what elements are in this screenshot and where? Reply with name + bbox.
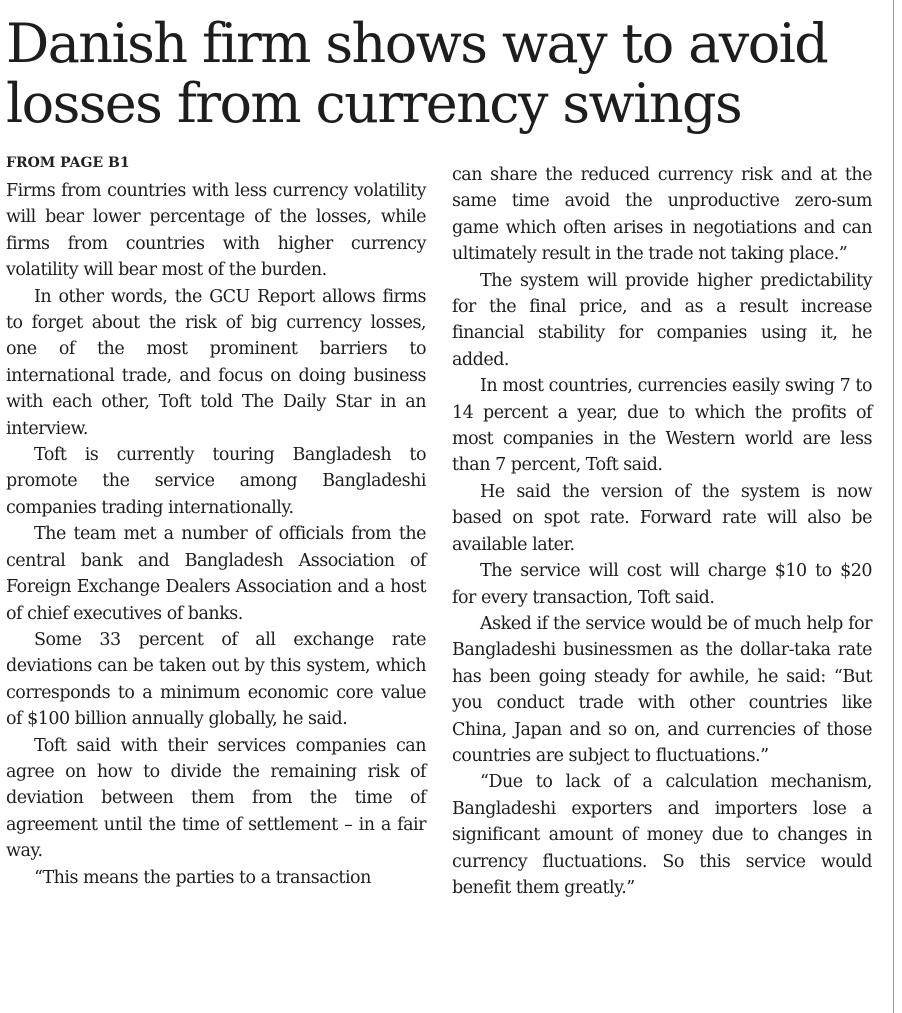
- paragraph: The system will provide higher predictability for the final price, and as a result increase financial stability for companies using it, he added.: [452, 270, 872, 370]
- paragraph: can share the reduced currency risk and at the same time avoid the unproductive zero-sum game which often arises in negotiations and can ultimately result in the trade not taking place.”: [452, 165, 872, 265]
- paragraph: Some 33 percent of all exchange rate deviations can be taken out by this system, which corresponds to a minimum economic core value of $100 billion annually globally, he said.: [6, 629, 426, 730]
- paragraph: Firms from countries with less currency volatility will bear lower percentage of the losses, while firms from countries with higher currency volatility will bear most of the burden.: [6, 181, 426, 281]
- left-column: [6, 154, 426, 891]
- paragraph: Toft is currently touring Bangladesh to promote the service among Bangladeshi companies trading internationally.: [6, 445, 426, 518]
- headline-line-1: Danish firm shows way to avoid: [6, 12, 828, 75]
- column-rule: [893, 0, 894, 1013]
- headline-line-2: losses from currency swings: [6, 72, 742, 135]
- right-column: [452, 162, 872, 901]
- paragraph: He said the version of the system is now based on spot rate. Forward rate will also be available later.: [452, 481, 872, 555]
- paragraph: The team met a number of officials from the central bank and Bangladesh Association of Foreign Exchange Dealers Association and a host of chief executives of banks.: [6, 524, 426, 624]
- paragraph: In most countries, currencies easily swing 7 to 14 percent a year, due to which the profits of most companies in the Western world are less than 7 percent, Toft said.: [452, 376, 872, 476]
- paragraph: Asked if the service would be of much help for Bangladeshi businessmen as the dollar-taka rate has been going steady for awhile, he said: “But you conduct trade with other countries like China, Japan and so on, and currencies of those countries are subject to fluctuations.”: [452, 613, 872, 766]
- paragraph: The service will cost will charge $10 to $20 for every transaction, Toft said.: [452, 561, 872, 608]
- paragraph: “This means the parties to a transaction: [34, 867, 371, 888]
- headline: [6, 14, 886, 134]
- paragraph: In other words, the GCU Report allows firms to forget about the risk of big currency losses, one of the most prominent barriers to international trade, and focus on doing business with each other, Toft told The Daily Star in an interview.: [6, 286, 426, 439]
- paragraph: Toft said with their services companies can agree on how to divide the remaining risk of deviation between them from the time of agreement until the time of settlement – in a fair way.: [6, 735, 426, 862]
- paragraph: “Due to lack of a calculation mechanism, Bangladeshi exporters and importers lose a significant amount of money due to changes in currency fluctuations. So this service would benefit them greatly.”: [452, 772, 872, 898]
- source-line: FROM PAGE B1: [6, 155, 130, 171]
